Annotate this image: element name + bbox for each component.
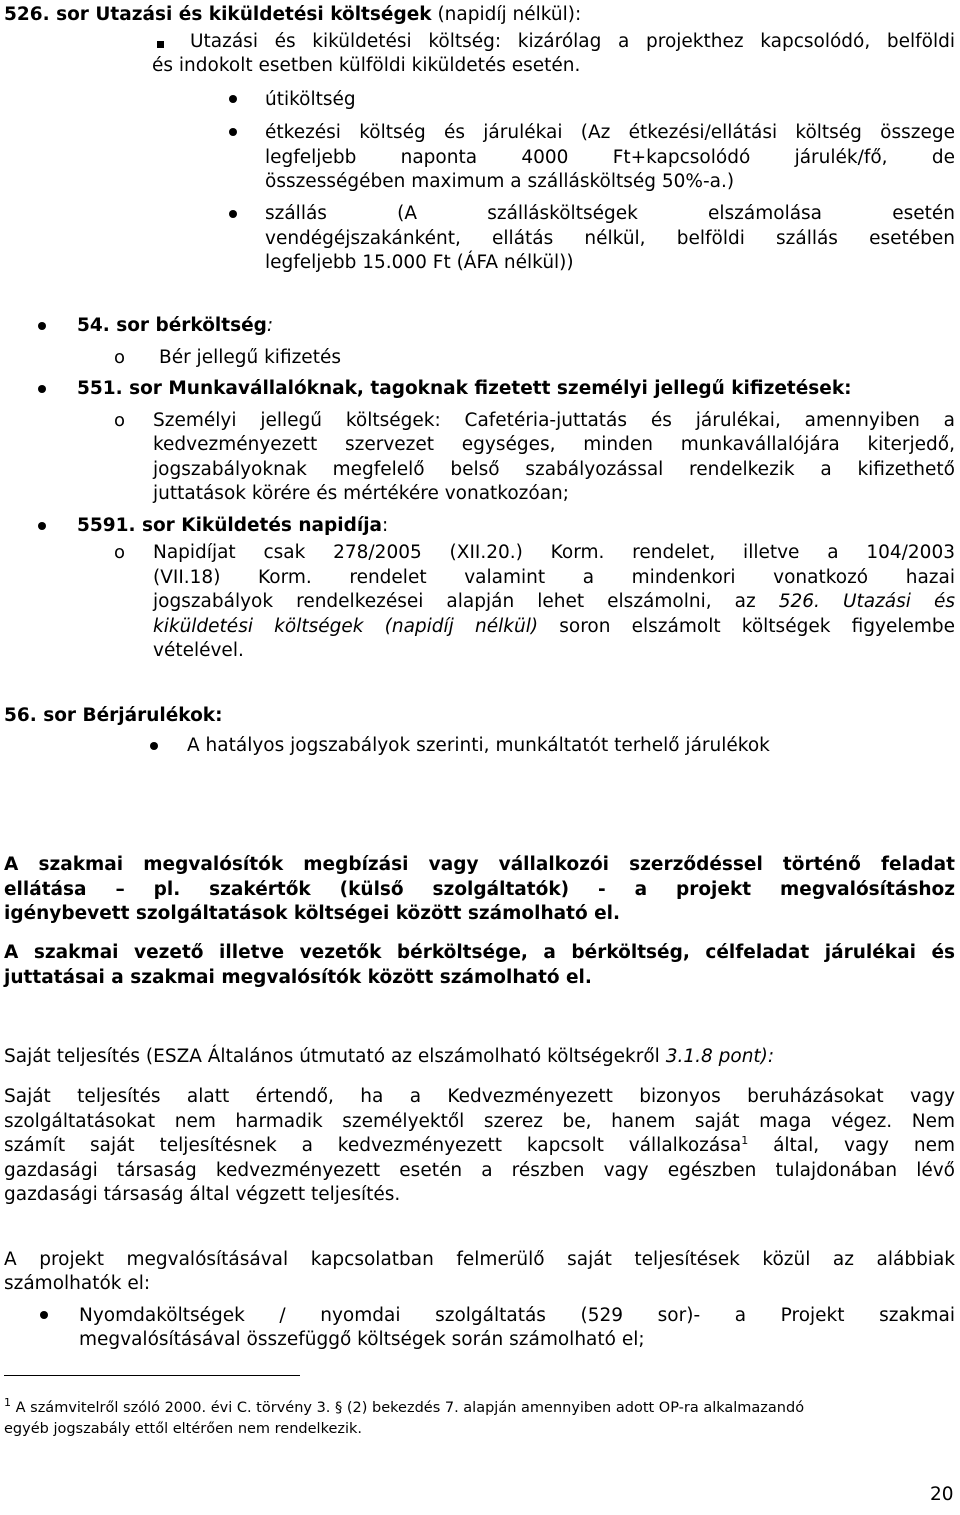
section-526-item-meal-line3: összességében maximum a szállásköltség 50%-a.) <box>265 171 735 192</box>
section-551-line3: jogszabályoknak megfelelő belső szabályozással rendelkezik a kifizethető <box>153 459 955 480</box>
section-526-title-rest: (napidíj nélkül): <box>431 4 582 25</box>
section-526-reference-cont: kiküldetési költségek (napidíj nélkül) <box>153 616 539 637</box>
own-performance-p2-line2: számolhatók el: <box>4 1273 151 1294</box>
section-526-item-travel: útiköltség <box>265 89 356 110</box>
section-5591-line3-text: jogszabályok rendelkezései alapján lehet elszámolni, az <box>153 591 779 612</box>
section-526-item-lodging-line2: vendégéjszakánként, ellátás nélkül, belföldi szállás esetében <box>265 228 955 249</box>
section-551-title: 551. sor Munkavállalóknak, tagoknak fizetett személyi jellegű kifizetések: <box>77 378 852 399</box>
own-performance-p1-line3-rest: által, vagy nem <box>748 1135 955 1156</box>
section-551-line1: Személyi jellegű költségek: Cafetéria-juttatás és járulékai, amennyiben a <box>153 410 955 431</box>
section-526-item-lodging-line1: szállás (A szállásköltségek elszámolása esetén <box>265 203 955 224</box>
section-526-item-meal-line1: étkezési költség és járulékai (Az étkezési/ellátási költség összege <box>265 122 955 143</box>
section-551-line2: kedvezményezett szervezet egységes, minden munkavállalójára kiterjedő, <box>153 434 955 455</box>
own-performance-heading-ref: 3.1.8 pont): <box>665 1046 775 1067</box>
circle-bullet-icon: o <box>114 347 126 368</box>
bullet-icon <box>38 385 46 393</box>
section-526-intro-line2: és indokolt esetben külföldi kiküldetés esetén. <box>152 55 581 76</box>
own-performance-p1-line5: gazdasági társaság által végzett teljesítés. <box>4 1184 401 1205</box>
section-54-heading <box>77 314 273 339</box>
bullet-icon <box>40 1311 48 1319</box>
bullet-icon <box>150 742 158 750</box>
footnote-ref: 1 <box>741 1133 749 1147</box>
bullet-icon <box>38 322 46 330</box>
section-5591-line3 <box>153 590 955 615</box>
leader-paragraph-line2: juttatásai a szakmai megvalósítók között számolható el. <box>4 967 592 988</box>
footnote-line2: egyéb jogszabály ettől eltérően nem rendelkezik. <box>4 1421 363 1437</box>
bullet-icon <box>229 95 237 103</box>
own-performance-p1-line3-text: számít saját teljesítésnek a kedvezményezett kapcsolt vállalkozása <box>4 1135 742 1156</box>
section-5591-title: 5591. sor Kiküldetés napidíja <box>77 515 383 536</box>
contractor-paragraph-line2: ellátása – pl. szakértők (külső szolgáltatók) - a projekt megvalósításhoz <box>4 879 955 900</box>
page-number: 20 <box>930 1484 954 1505</box>
section-526-reference: 526. Utazási és <box>778 591 955 612</box>
own-performance-p2-line1: A projekt megvalósításával kapcsolatban felmerülő saját teljesítések közül az alábbiak <box>4 1249 955 1270</box>
section-5591-heading <box>77 514 388 539</box>
section-54-title: 54. sor bérköltség <box>77 315 267 336</box>
own-performance-item-line1: Nyomdaköltségek / nyomdai szolgáltatás (529 sor)- a Projekt szakmai <box>79 1305 955 1326</box>
own-performance-heading <box>4 1045 774 1070</box>
section-526-title: 526. sor Utazási és kiküldetési költségek <box>4 4 432 25</box>
leader-paragraph-line1: A szakmai vezető illetve vezetők bérköltsége, a bérköltség, célfeladat járulékai és <box>4 942 955 963</box>
section-5591-line4 <box>153 615 955 640</box>
own-performance-item-line2: megvalósításával összefüggő költségek során számolható el; <box>79 1329 645 1350</box>
own-performance-p1-line3 <box>4 1134 955 1159</box>
contractor-paragraph-line3: igénybevett szolgáltatások költségei között számolható el. <box>4 903 621 924</box>
bullet-icon <box>229 128 237 136</box>
section-551-line4: juttatások körére és mértékére vonatkozóan; <box>153 483 569 504</box>
own-performance-p1-line4: gazdasági társaság kedvezményezett esetén a részben vagy egészben tulajdonában lévő <box>4 1160 955 1181</box>
section-526-item-meal-line2: legfeljebb naponta 4000 Ft+kapcsolódó járulék/fő, de <box>265 147 955 168</box>
circle-bullet-icon: o <box>114 542 126 563</box>
section-5591-colon: : <box>382 515 389 536</box>
footnote-number: 1 <box>4 1396 11 1410</box>
bullet-icon <box>38 522 46 530</box>
own-performance-p1-line2: szolgáltatásokat nem harmadik személyektől szerez be, hanem saját maga végez. Nem <box>4 1111 955 1132</box>
own-performance-p1-line1: Saját teljesítés alatt értendő, ha a Kedvezményezett bizonyos beruházásokat vagy <box>4 1086 955 1107</box>
section-526-heading <box>4 3 581 28</box>
bullet-icon <box>229 210 237 218</box>
section-5591-line5: vételével. <box>153 640 244 661</box>
section-5591-line2: (VII.18) Korm. rendelet valamint a mindenkori vonatkozó hazai <box>153 567 955 588</box>
circle-bullet-icon: o <box>114 410 126 431</box>
section-54-colon: : <box>266 315 274 336</box>
contractor-paragraph-line1: A szakmai megvalósítók megbízási vagy vállalkozói szerződéssel történő feladat <box>4 854 955 875</box>
square-bullet-icon <box>157 41 164 48</box>
section-5591-line1: Napidíjat csak 278/2005 (XII.20.) Korm. rendelet, illetve a 104/2003 <box>153 542 955 563</box>
footnote-divider <box>4 1375 300 1376</box>
section-5591-line4-text: soron elszámolt költségek figyelembe <box>538 616 955 637</box>
section-526-intro-line1: Utazási és kiküldetési költség: kizárólag a projekthez kapcsolódó, belföldi <box>190 31 955 52</box>
section-56-title: 56. sor Bérjárulékok: <box>4 705 223 726</box>
own-performance-heading-text: Saját teljesítés (ESZA Általános útmutató az elszámolható költségekről <box>4 1046 666 1067</box>
footnote-line1 <box>4 1398 804 1418</box>
footnote-text: A számvitelről szóló 2000. évi C. törvény 3. § (2) bekezdés 7. alapján amennyiben adott OP-ra alkalmazandó <box>11 1400 805 1416</box>
section-526-item-lodging-line3: legfeljebb 15.000 Ft (ÁFA nélkül)) <box>265 252 574 273</box>
section-54-item: Bér jellegű kifizetés <box>159 347 341 368</box>
section-56-item: A hatályos jogszabályok szerinti, munkáltatót terhelő járulékok <box>187 735 770 756</box>
